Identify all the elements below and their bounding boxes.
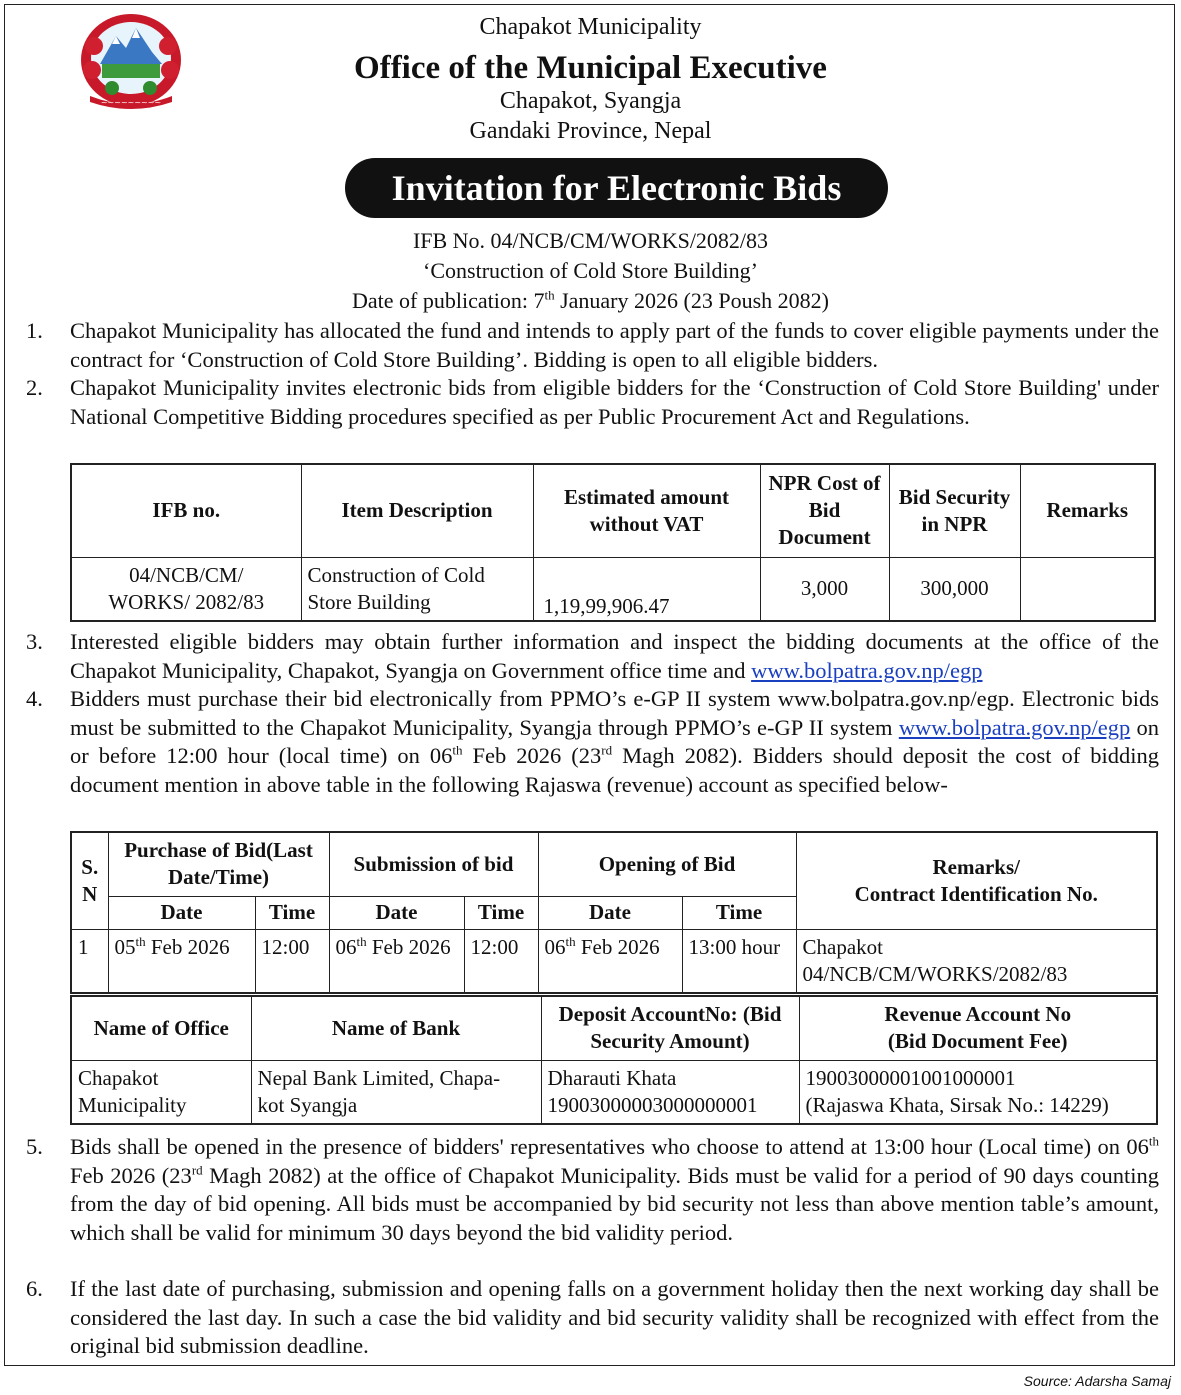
header-date: Date — [108, 896, 255, 929]
ifb-number: IFB No. 04/NCB/CM/WORKS/2082/83 — [412, 228, 769, 253]
cell-opening-time: 13:00 hour — [682, 929, 796, 993]
notice-title: Invitation for Electronic Bids — [345, 158, 888, 218]
cell-office: Chapakot Municipality — [71, 1060, 251, 1124]
paragraph-5: Bids shall be opened in the presence of bidders' representatives who choose to attend at 13:00 hour (Local time) on 06th Feb 2026 (23rd Magh 2082) at the office of Chapakot Municipality. Bids must be valid for a period of 90 days counting from the day of bid opening. All bids must be accompanied by bid security not less than above mention table’s amount, which shall be valid for minimum 30 days beyond the bid validity period. — [70, 1133, 1159, 1245]
address-line-2: Gandaki Province, Nepal — [469, 118, 712, 144]
bolpatra-link[interactable]: www.bolpatra.gov.np/egp — [898, 714, 1131, 740]
item-number-2: 2. — [26, 375, 43, 400]
cell-deposit-account: Dharauti Khata 19003000003000000001 — [541, 1060, 799, 1124]
header-ifb-no: IFB no. — [71, 464, 301, 557]
header-bank: Name of Bank — [251, 996, 541, 1060]
header-contract-remarks: Remarks/ Contract Identification No. — [796, 832, 1157, 929]
cell-item-description: Construction of Cold Store Building — [301, 557, 533, 621]
header-npr-cost: NPR Cost of Bid Document — [760, 464, 889, 557]
table-row — [71, 929, 1157, 993]
header-submission: Submission of bid — [329, 832, 538, 896]
header-sn: S. N — [71, 832, 108, 929]
cell-estimated-amount: 1,19,99,906.47 — [533, 557, 760, 621]
cell-purchase-time: 12:00 — [255, 929, 329, 993]
cell-opening-date: 06th Feb 2026 — [538, 929, 682, 993]
header-item-description: Item Description — [301, 464, 533, 557]
item-number-5: 5. — [26, 1134, 43, 1159]
svg-text:~~~~~~~~~: ~~~~~~~~~ — [100, 98, 162, 107]
project-name: ‘Construction of Cold Store Building’ — [423, 258, 758, 283]
item-number-1: 1. — [26, 318, 43, 343]
cell-npr-cost: 3,000 — [760, 557, 889, 621]
table-row — [71, 557, 1155, 621]
header-purchase: Purchase of Bid(Last Date/Time) — [108, 832, 329, 896]
item-number-3: 3. — [26, 629, 43, 654]
header-deposit-account: Deposit AccountNo: (Bid Security Amount) — [541, 996, 799, 1060]
header-estimated-amount: Estimated amount without VAT — [533, 464, 760, 557]
table-row — [71, 1060, 1157, 1124]
cell-submission-date: 06th Feb 2026 — [329, 929, 464, 993]
header-opening: Opening of Bid — [538, 832, 796, 896]
paragraph-1: Chapakot Municipality has allocated the fund and intends to apply part of the funds to cover eligible payments under the contract for ‘Construction of Cold Store Building’. Bidding is open to all eligible bidders. — [70, 318, 1159, 372]
paragraph-6: If the last date of purchasing, submission and opening falls on a government holiday then the next working day shall be considered the last day. In such a case the bid validity and bid security validity shall be recognized with effect from the original bid submission deadline. — [70, 1276, 1159, 1358]
header-date: Date — [329, 896, 464, 929]
cell-purchase-date: 05th Feb 2026 — [108, 929, 255, 993]
schedule-table — [70, 831, 1158, 994]
cell-remarks — [1020, 557, 1155, 621]
address-line-1: Chapakot, Syangja — [499, 88, 682, 114]
bid-summary-table — [70, 463, 1156, 622]
paragraph-3: Interested eligible bidders may obtain further information and inspect the bidding documents at the office of the Chapakot Municipality, Chapakot, Syangja on Government office time and www.bolpatra.gov.np/egp — [70, 629, 1159, 683]
office-title: Office of the Municipal Executive — [354, 50, 827, 86]
header-bid-security: Bid Security in NPR — [889, 464, 1020, 557]
header-time: Time — [464, 896, 538, 929]
cell-contract-id: Chapakot 04/NCB/CM/WORKS/2082/83 — [796, 929, 1157, 993]
paragraph-4: Bidders must purchase their bid electronically from PPMO’s e-GP II system www.bolpatra.gov.np/egp. Electronic bids must be submitted to the Chapakot Municipality, Syangja through PPMO’s e-GP II system www.bolpatra.gov.np/egp on or before 12:00 hour (local time) on 06th Feb 2026 (23rd Magh 2082). Bidders should deposit the cost of bidding document mention in above table in the following Rajaswa (revenue) account as specified below- — [70, 686, 1160, 797]
header-remarks: Remarks — [1020, 464, 1155, 557]
publication-date: Date of publication: 7th January 2026 (23 Poush 2082) — [352, 287, 829, 313]
cell-submission-time: 12:00 — [464, 929, 538, 993]
item-number-4: 4. — [26, 686, 43, 711]
cell-sn: 1 — [71, 929, 108, 993]
header-time: Time — [255, 896, 329, 929]
header-date: Date — [538, 896, 682, 929]
cell-revenue-account: 19003000001001000001 (Rajaswa Khata, Sirsak No.: 14229) — [799, 1060, 1157, 1124]
account-table — [70, 995, 1158, 1125]
item-number-6: 6. — [26, 1276, 43, 1301]
cell-bank: Nepal Bank Limited, Chapa- kot Syangja — [251, 1060, 541, 1124]
header-revenue-account: Revenue Account No (Bid Document Fee) — [799, 996, 1157, 1060]
header-office: Name of Office — [71, 996, 251, 1060]
paragraph-2: Chapakot Municipality invites electronic bids from eligible bidders for the ‘Construction of Cold Store Building' under National Competitive Bidding procedures specified as per Public Procurement Act and Regulations. — [70, 375, 1159, 429]
bolpatra-link[interactable]: www.bolpatra.gov.np/egp — [751, 657, 983, 683]
cell-ifb-no: 04/NCB/CM/ WORKS/ 2082/83 — [71, 557, 301, 621]
header-time: Time — [682, 896, 796, 929]
cell-bid-security: 300,000 — [889, 557, 1020, 621]
source-credit: Source: Adarsha Samaj — [1023, 1373, 1171, 1389]
municipality-name: Chapakot Municipality — [479, 14, 702, 40]
